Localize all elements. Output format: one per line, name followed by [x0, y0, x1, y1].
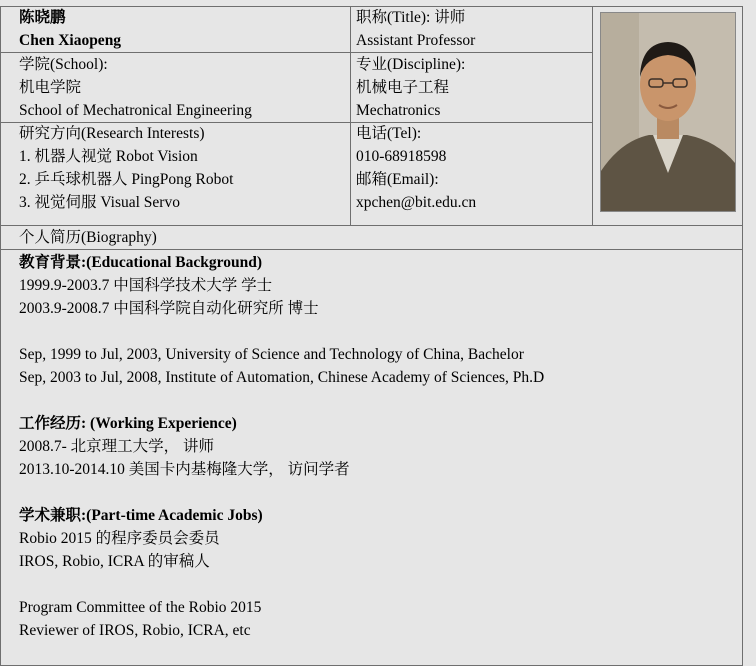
- biography-header: 个人简历(Biography): [19, 229, 157, 246]
- blank-line: [19, 320, 544, 343]
- education-cn-item: 1999.9-2003.7 中国科学技术大学 学士: [19, 277, 273, 294]
- discipline-en: Mechatronics: [356, 102, 441, 119]
- academic-en-item: Program Committee of the Robio 2015: [19, 599, 262, 616]
- title-label: 职称(Title): 讲师: [356, 9, 466, 26]
- name-cn: 陈晓鹏: [19, 9, 66, 26]
- academic-heading: 学术兼职:(Part-time Academic Jobs): [19, 507, 263, 524]
- education-cn-item: 2003.9-2008.7 中国科学院自动化研究所 博士: [19, 300, 319, 317]
- research-label: 研究方向(Research Interests): [19, 125, 205, 142]
- profile-photo: [600, 12, 736, 212]
- blank-line: [19, 573, 544, 596]
- work-item: 2008.7- 北京理工大学， 讲师: [19, 438, 215, 455]
- column-divider: [592, 6, 593, 225]
- work-heading: 工作经历: (Working Experience): [19, 415, 237, 432]
- academic-en-item: Reviewer of IROS, Robio, ICRA, etc: [19, 622, 251, 639]
- email-label: 邮箱(Email):: [356, 171, 439, 188]
- academic-cn-item: Robio 2015 的程序委员会委员: [19, 530, 220, 547]
- research-item: 1. 机器人视觉 Robot Vision: [19, 148, 198, 165]
- academic-cn-item: IROS, Robio, ICRA 的审稿人: [19, 553, 210, 570]
- blank-line: [19, 481, 544, 504]
- tel-label: 电话(Tel):: [356, 125, 422, 142]
- email-value: xpchen@bit.edu.cn: [356, 194, 477, 211]
- research-item: 2. 乒乓球机器人 PingPong Robot: [19, 171, 234, 188]
- discipline-cn: 机械电子工程: [356, 79, 450, 96]
- education-en-item: Sep, 2003 to Jul, 2008, Institute of Automation, Chinese Academy of Sciences, Ph.D: [19, 369, 545, 386]
- work-item: 2013.10-2014.10 美国卡内基梅隆大学， 访问学者: [19, 461, 350, 478]
- blank-line: [19, 389, 544, 412]
- school-label: 学院(School):: [19, 56, 108, 73]
- school-en: School of Mechatronical Engineering: [19, 102, 252, 119]
- education-heading: 教育背景:(Educational Background): [19, 254, 263, 271]
- row-divider: [0, 249, 743, 250]
- research-item: 3. 视觉伺服 Visual Servo: [19, 194, 180, 211]
- discipline-label: 专业(Discipline):: [356, 56, 466, 73]
- name-en: Chen Xiaopeng: [19, 32, 122, 49]
- column-divider: [350, 6, 351, 225]
- title-value: Assistant Professor: [356, 32, 476, 49]
- tel-value: 010-68918598: [356, 148, 447, 165]
- biography-body: [19, 251, 544, 642]
- school-cn: 机电学院: [19, 79, 82, 96]
- education-en-item: Sep, 1999 to Jul, 2003, University of Science and Technology of China, Bachelor: [19, 346, 524, 363]
